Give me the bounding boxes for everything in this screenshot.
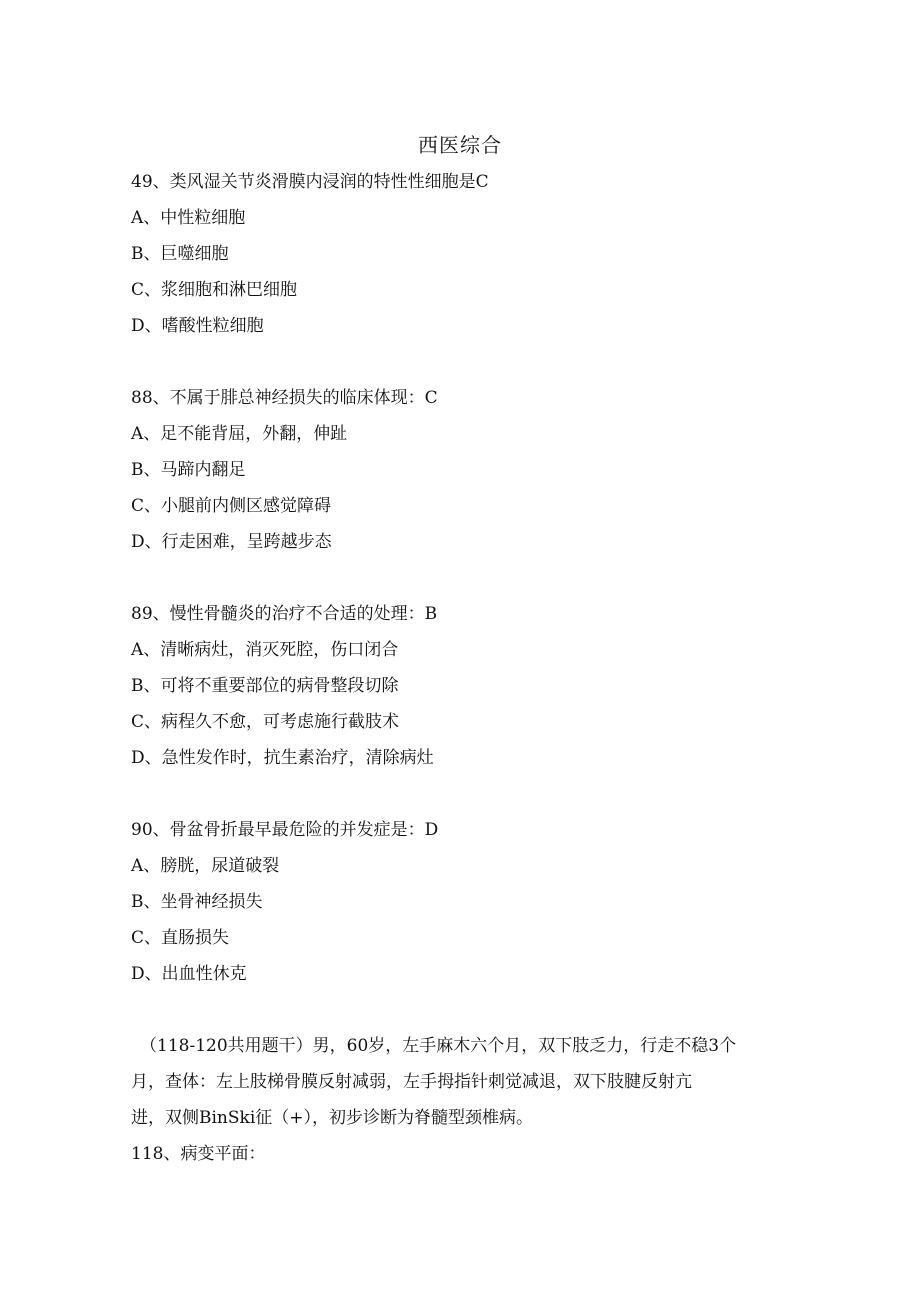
option-d: D、嗜酸性粒细胞 xyxy=(131,316,264,336)
page-title: 西医综合 xyxy=(418,133,502,157)
option-a: A、足不能背屈，外翻，伸趾 xyxy=(131,424,348,444)
option-c: C、病程久不愈，可考虑施行截肢术 xyxy=(131,712,400,732)
option-b: B、马蹄内翻足 xyxy=(131,460,246,480)
case-stem-line: 月，查体：左上肢梯骨膜反射减弱，左手拇指针刺觉减退，双下肢腱反射亢 xyxy=(131,1072,692,1092)
option-a: A、中性粒细胞 xyxy=(131,208,246,228)
option-d: D、急性发作时，抗生素治疗，清除病灶 xyxy=(131,748,434,768)
option-b: B、巨噬细胞 xyxy=(131,244,229,264)
question-stem: 90、骨盆骨折最早最危险的并发症是：D xyxy=(131,820,439,840)
option-a: A、清晰病灶，消灭死腔，伤口闭合 xyxy=(131,640,399,660)
option-d: D、出血性休克 xyxy=(131,964,247,984)
question-stem: 89、慢性骨髓炎的治疗不合适的处理：B xyxy=(131,604,438,624)
option-d: D、行走困难，呈跨越步态 xyxy=(131,532,332,552)
question-stem: 49、类风湿关节炎滑膜内浸润的特性性细胞是C xyxy=(131,172,489,192)
option-a: A、膀胱，尿道破裂 xyxy=(131,856,280,876)
option-c: C、小腿前内侧区感觉障碍 xyxy=(131,496,332,516)
option-c: C、浆细胞和淋巴细胞 xyxy=(131,280,298,300)
question-stem: 88、不属于腓总神经损失的临床体现：C xyxy=(131,388,438,408)
option-c: C、直肠损失 xyxy=(131,928,230,948)
question-stem: 118、病变平面： xyxy=(131,1144,266,1164)
case-stem-line: （118-120共用题干）男，60岁，左手麻木六个月，双下肢乏力，行走不稳3个 xyxy=(140,1036,737,1056)
option-b: B、坐骨神经损失 xyxy=(131,892,263,912)
case-stem-line: 进，双侧BinSki征（+），初步诊断为脊髓型颈椎病。 xyxy=(131,1108,534,1128)
option-b: B、可将不重要部位的病骨整段切除 xyxy=(131,676,399,696)
